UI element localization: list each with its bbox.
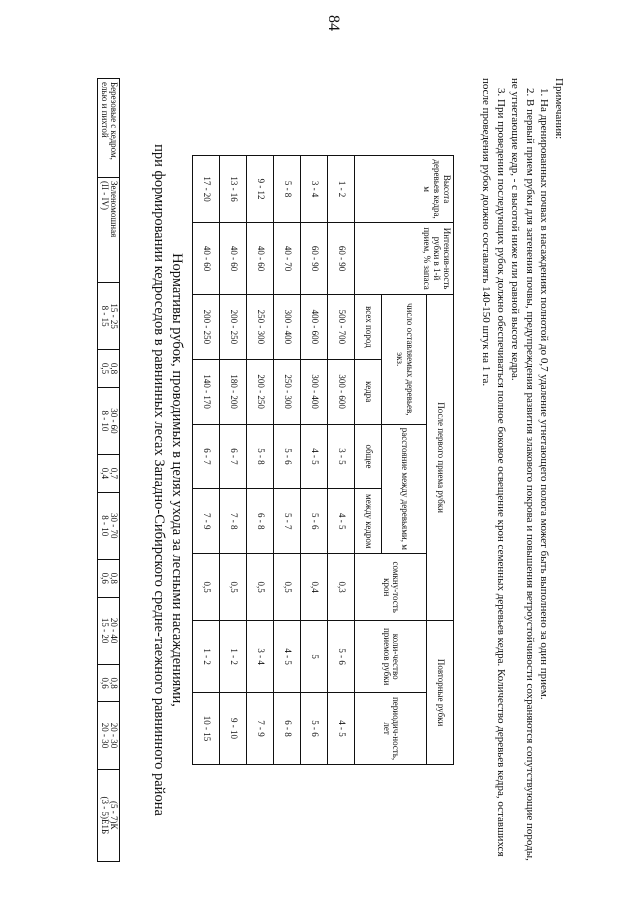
table-cell-period: 4 - 5 — [328, 693, 355, 765]
table-cell-height: 1 - 2 — [328, 156, 355, 223]
table-cell-intensity: 40 - 60 — [193, 223, 220, 295]
table-cell-total: 4 - 5 — [301, 424, 328, 489]
table-cell: 30 - 70 8 - 10 — [98, 492, 120, 559]
note-1: 1. На дренированных почвах в насаждениях полнотой до 0,7 удаление угнетающего полога может быть выполнено за один прием. — [538, 88, 551, 700]
table-cell-cedar: 300 - 600 — [328, 359, 355, 424]
table-row — [274, 156, 301, 765]
table-cell-intensity: 40 - 70 — [274, 223, 301, 295]
table-cell-height: 3 - 4 — [301, 156, 328, 223]
table-cell-intensity: 60 - 90 — [301, 223, 328, 295]
table-cell-period: 9 - 10 — [220, 693, 247, 765]
column-header-all-species: всех пород — [355, 294, 382, 359]
table-cell-cedar: 300 - 400 — [301, 359, 328, 424]
table-cell-all: 400 - 600 — [301, 294, 328, 359]
table-cell-intensity: 40 - 60 — [220, 223, 247, 295]
table-cell: 30 - 60 8 - 10 — [98, 387, 120, 454]
table-cell-all: 200 - 250 — [220, 294, 247, 359]
table-cell: 15 - 25 8 - 15 — [98, 283, 120, 350]
table-cell-period: 10 - 15 — [193, 693, 220, 765]
column-header-period: периодич-ность, лет — [355, 693, 427, 765]
table-cell-close: 0,4 — [301, 554, 328, 621]
table-cell: 20 - 30 20 - 30 — [98, 702, 120, 769]
table-cell-count: 5 - 6 — [328, 621, 355, 693]
table-cell: 20 - 40 15 - 20 — [98, 597, 120, 664]
table-cell-all: 300 - 400 — [274, 294, 301, 359]
table-cell-close: 0,5 — [274, 554, 301, 621]
table-row — [193, 156, 220, 765]
table-cell: Зеленомошная (II - IV) — [98, 178, 120, 283]
table-cell-total: 5 - 6 — [274, 424, 301, 489]
column-header-total: общее — [355, 424, 382, 489]
note-2-continued: не угнетающие кедр, - с высотой ниже или равной высоте кедра. — [509, 78, 522, 381]
column-header-repeat: Повторные рубки — [427, 621, 454, 765]
table-cell-cedar: 250 - 300 — [274, 359, 301, 424]
notes-heading: Примечания: — [553, 78, 565, 140]
table-cell-count: 4 - 5 — [274, 621, 301, 693]
table-cell-between: 7 - 9 — [193, 489, 220, 554]
page-number: 84 — [325, 15, 342, 31]
column-header-repeat-count: коли-чество приемов рубки — [355, 621, 427, 693]
table-cell-all: 250 - 300 — [247, 294, 274, 359]
table-cell: 0,8 0,5 — [98, 350, 120, 388]
column-header-between-cedar: между кедром — [355, 489, 382, 554]
table-cell-between: 6 - 8 — [247, 489, 274, 554]
table-cell-between: 5 - 7 — [274, 489, 301, 554]
note-2: 2. В первый прием рубки для затенения почвы, предупреждения развития злакового покрова и повышения ветроустойчивости сохраняются сопутствующие породы, — [523, 88, 536, 861]
table-cell-period: 6 - 8 — [274, 693, 301, 765]
column-header-closeness: сомкну-тость крон — [355, 554, 427, 621]
previous-table-continuation — [97, 78, 120, 862]
table-cell-all: 200 - 250 — [193, 294, 220, 359]
table-cell-total: 6 - 7 — [193, 424, 220, 489]
table-cell-close: 0,5 — [193, 554, 220, 621]
column-header-after-first: После первого приема рубки — [427, 294, 454, 620]
column-header-count-left: число оставляемых деревьев, экз. — [382, 294, 427, 424]
column-header-distance: расстояние между деревьями, м — [382, 424, 427, 554]
title-line: при формировании кедроседов в равнинных лесах Западно-Сибирского средне-таежного равнинного района — [150, 144, 167, 816]
table-row — [301, 156, 328, 765]
table-cell-between: 4 - 5 — [328, 489, 355, 554]
table-cell: 0,8 0,6 — [98, 664, 120, 702]
table-cell-count: 5 — [301, 621, 328, 693]
column-header-intensity: Интенсив-ность рубки в 1-й прием, % запаса — [355, 223, 454, 295]
table-cell-total: 6 - 7 — [220, 424, 247, 489]
table-cell-close: 0,5 — [247, 554, 274, 621]
notes — [479, 78, 566, 878]
table-cell-count: 1 - 2 — [193, 621, 220, 693]
table-row — [98, 79, 120, 862]
table-title — [150, 140, 186, 820]
table-cell-intensity: 60 - 90 — [328, 223, 355, 295]
table-cell-cedar: 140 - 170 — [193, 359, 220, 424]
table-cell-height: 13 - 16 — [220, 156, 247, 223]
note-3-continued: после проведения рубок должно составлять 140-150 штук на 1 га. — [480, 78, 493, 387]
table-cell-total: 3 - 5 — [328, 424, 355, 489]
table-cell-height: 9 - 12 — [247, 156, 274, 223]
column-header-height: Высота деревьев кедра, м — [355, 156, 454, 223]
table-cell-close: 0,3 — [328, 554, 355, 621]
norms-table — [192, 155, 454, 765]
table-cell: (5 - 7)К (3 - 5)Е1Б — [98, 769, 120, 861]
column-header-cedar: кедра — [355, 359, 382, 424]
table-cell: 0,8 0,6 — [98, 559, 120, 597]
table-cell: 0,7 0,4 — [98, 455, 120, 493]
table-cell-period: 5 - 6 — [301, 693, 328, 765]
table-cell-period: 7 - 9 — [247, 693, 274, 765]
table-cell-height: 5 - 8 — [274, 156, 301, 223]
note-3: 3. При проведении последующих рубок должно обеспечиваться полное боковое освещение крон семенных деревьев кедра. Количество деревьев кедра, оставшихся — [494, 88, 507, 857]
table-cell: Березовые с кедром, елью и пихтой — [98, 79, 120, 178]
table-cell-total: 5 - 8 — [247, 424, 274, 489]
table-cell-intensity: 40 - 60 — [247, 223, 274, 295]
table-row — [220, 156, 247, 765]
table-cell-cedar: 200 - 250 — [247, 359, 274, 424]
table-cell-all: 500 - 700 — [328, 294, 355, 359]
table-cell-count: 3 - 4 — [247, 621, 274, 693]
table-header-row — [427, 156, 454, 765]
table-cell-cedar: 180 - 200 — [220, 359, 247, 424]
table-cell-count: 1 - 2 — [220, 621, 247, 693]
table-cell-height: 17 - 20 — [193, 156, 220, 223]
table-cell-between: 7 - 8 — [220, 489, 247, 554]
table-cell-between: 5 - 6 — [301, 489, 328, 554]
table-row — [328, 156, 355, 765]
table-cell-close: 0,5 — [220, 554, 247, 621]
title-line: Нормативы рубок, проводимых в целях ухода за лесными насаждениями, — [169, 253, 185, 707]
table-row — [247, 156, 274, 765]
